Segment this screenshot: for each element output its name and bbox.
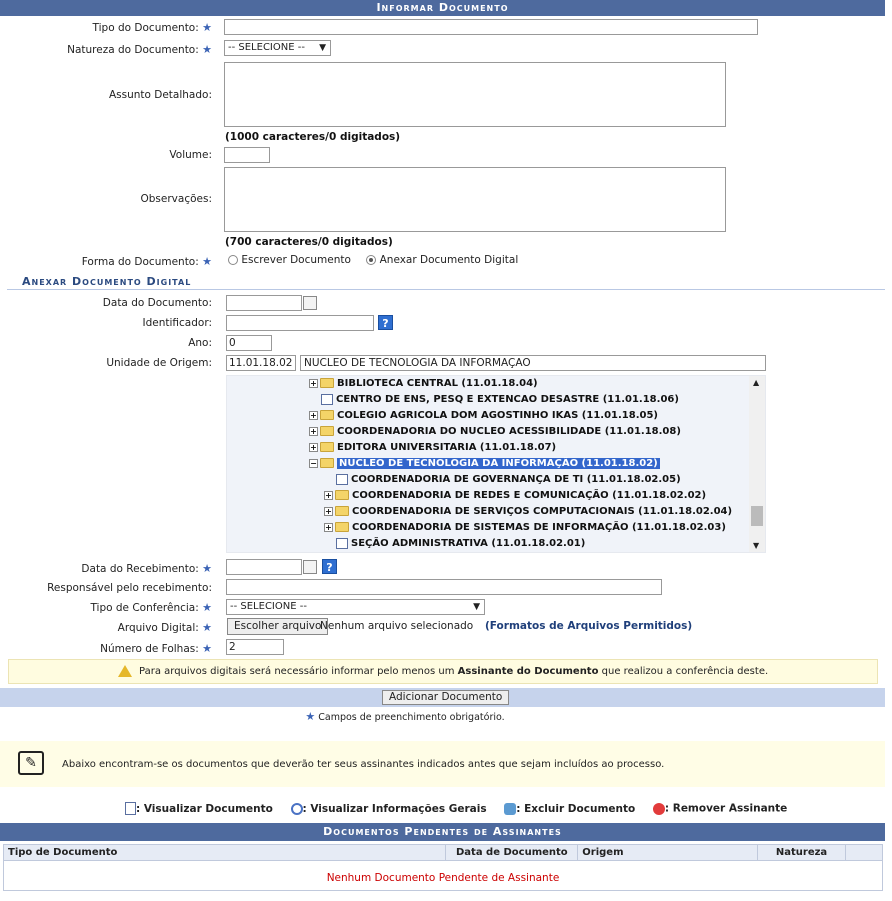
folder-icon xyxy=(335,490,349,500)
ident-input[interactable] xyxy=(226,315,374,331)
help-icon[interactable]: ? xyxy=(378,315,393,330)
obs-counter: (700 caracteres/0 digitados) xyxy=(225,236,393,248)
required-star-icon: ★ xyxy=(202,21,212,34)
required-note: ★ Campos de preenchimento obrigatório. xyxy=(305,710,505,723)
forma-opt2-label: Anexar Documento Digital xyxy=(379,254,519,266)
required-star-icon: ★ xyxy=(202,621,212,634)
folder-icon xyxy=(320,442,334,452)
tree-item[interactable]: + BIBLIOTECA CENTRAL (11.01.18.04) xyxy=(310,378,538,389)
calendar-icon[interactable] xyxy=(303,560,317,574)
tree-item[interactable]: + COLEGIO AGRICOLA DOM AGOSTINHO IKAS (11.01.18.05) xyxy=(310,410,658,421)
folder-icon xyxy=(335,522,349,532)
arquivo-label: Arquivo Digital: ★ xyxy=(117,621,212,634)
required-star-icon: ★ xyxy=(202,562,212,575)
forma-radio-group xyxy=(228,254,518,266)
pending-empty: Nenhum Documento Pendente de Assinante xyxy=(3,861,883,891)
forma-opt1-label: Escrever Documento xyxy=(241,254,351,266)
obs-label: Observações: xyxy=(140,193,212,205)
unidade-tree[interactable] xyxy=(226,375,766,553)
natureza-label: Natureza do Documento: ★ xyxy=(67,43,212,56)
help-icon[interactable]: ? xyxy=(322,559,337,574)
assunto-textarea[interactable] xyxy=(224,62,726,127)
tree-item[interactable]: CENTRO DE ENS, PESQ E EXTENCAO DESASTRE (11.01.18.06) xyxy=(321,392,679,408)
data-doc-label: Data do Documento: xyxy=(102,297,212,309)
receb-input[interactable] xyxy=(226,559,302,575)
tree-item[interactable]: + COORDENADORIA DE SERVIÇOS COMPUTACIONAIS (11.01.18.02.04) xyxy=(325,506,733,517)
obs-textarea[interactable] xyxy=(224,167,726,232)
edit-icon: ✎ xyxy=(18,751,44,775)
tree-item-selected[interactable]: − NUCLEO DE TECNOLOGIA DA INFORMAÇÃO (11.01.18.02) xyxy=(310,458,658,469)
folhas-label: Número de Folhas: ★ xyxy=(100,642,212,655)
resp-input[interactable] xyxy=(226,579,662,595)
unidade-code-input[interactable]: 11.01.18.02 xyxy=(226,355,296,371)
document-icon xyxy=(321,394,333,405)
volume-input[interactable] xyxy=(224,147,270,163)
conf-select[interactable]: -- SELECIONE -- ▼ xyxy=(226,599,485,615)
col-data: Data de Documento xyxy=(446,845,578,861)
tree-item[interactable]: + COORDENADORIA DO NUCLEO ACESSIBILIDADE (11.01.18.08) xyxy=(310,426,681,437)
magnifier-icon xyxy=(291,803,303,815)
forma-radio-escrever[interactable] xyxy=(228,255,238,265)
required-star-icon: ★ xyxy=(305,710,316,723)
calendar-icon[interactable] xyxy=(303,296,317,310)
col-origem: Origem xyxy=(578,845,758,861)
folder-icon xyxy=(320,378,334,388)
ano-label: Ano: xyxy=(188,337,212,349)
assunto-label: Assunto Detalhado: xyxy=(108,89,212,101)
receb-label: Data do Recebimento: ★ xyxy=(81,562,212,575)
add-document-button[interactable]: Adicionar Documento xyxy=(382,690,509,705)
info-text: Abaixo encontram-se os documentos que deverão ter seus assinantes indicados antes que sejam incluídos ao processo. xyxy=(62,759,665,770)
document-icon xyxy=(336,474,348,485)
col-natureza: Natureza xyxy=(758,845,846,861)
volume-label: Volume: xyxy=(169,149,212,161)
col-tipo: Tipo de Documento xyxy=(4,845,446,861)
file-status: Nenhum arquivo selecionado xyxy=(320,620,474,632)
info-box xyxy=(0,741,885,787)
tree-item[interactable]: SEÇÃO ADMINISTRATIVA (11.01.18.02.01) xyxy=(336,536,585,552)
pending-title: Documentos Pendentes de Assinantes xyxy=(0,823,885,841)
folder-open-icon xyxy=(320,458,334,468)
assunto-counter: (1000 caracteres/0 digitados) xyxy=(225,131,401,143)
scroll-up-icon[interactable]: ▲ xyxy=(753,378,760,387)
warning-box: Para arquivos digitais será necessário informar pelo menos um Assinante do Documento que realizou a conferência deste. xyxy=(8,659,878,684)
scroll-thumb[interactable] xyxy=(751,506,763,526)
document-icon xyxy=(125,802,136,815)
data-doc-input[interactable] xyxy=(226,295,302,311)
remove-icon xyxy=(653,803,665,815)
tree-item[interactable]: + EDITORA UNIVERSITARIA (11.01.18.07) xyxy=(310,442,557,453)
conf-label: Tipo de Conferência: ★ xyxy=(90,601,212,614)
unidade-name-input[interactable]: NUCLEO DE TECNOLOGIA DA INFORMAÇAO xyxy=(300,355,766,371)
warning-icon xyxy=(118,665,132,677)
forma-label: Forma do Documento: ★ xyxy=(81,255,212,268)
tree-item[interactable]: + COORDENADORIA DE SISTEMAS DE INFORMAÇÃO (11.01.18.02.03) xyxy=(325,522,726,533)
delete-icon xyxy=(504,803,516,815)
tipo-input[interactable] xyxy=(224,19,758,35)
tree-item[interactable]: + COORDENADORIA DE REDES E COMUNICAÇÃO (11.01.18.02.02) xyxy=(325,490,707,501)
folhas-input[interactable]: 2 xyxy=(226,639,284,655)
page-title: Informar Documento xyxy=(0,0,885,16)
chevron-down-icon: ▼ xyxy=(473,602,480,612)
folder-icon xyxy=(320,410,334,420)
tree-item[interactable]: COORDENADORIA DE GOVERNANÇA DE TI (11.01.18.02.05) xyxy=(336,472,681,488)
pending-table xyxy=(3,844,883,861)
tree-scrollbar[interactable] xyxy=(749,376,765,552)
chevron-down-icon: ▼ xyxy=(319,43,326,53)
scroll-down-icon[interactable]: ▼ xyxy=(753,541,760,550)
natureza-select[interactable]: -- SELECIONE -- ▼ xyxy=(224,40,331,56)
folder-icon xyxy=(320,426,334,436)
ident-label: Identificador: xyxy=(142,317,212,329)
document-icon xyxy=(336,538,348,549)
tipo-label: Tipo do Documento: ★ xyxy=(92,21,212,34)
choose-file-button[interactable]: Escolher arquivo xyxy=(227,618,328,635)
forma-radio-anexar[interactable] xyxy=(366,255,376,265)
unidade-label: Unidade de Origem: xyxy=(106,357,212,369)
resp-label: Responsável pelo recebimento: xyxy=(47,582,212,594)
folder-icon xyxy=(335,506,349,516)
anexar-section-title: Anexar Documento Digital xyxy=(7,275,885,290)
required-star-icon: ★ xyxy=(202,642,212,655)
required-star-icon: ★ xyxy=(202,43,212,56)
legend: : Visualizar Documento : Visualizar Informações Gerais : Excluir Documento : Remover Assinante xyxy=(125,802,787,815)
ano-input[interactable]: 0 xyxy=(226,335,272,351)
required-star-icon: ★ xyxy=(202,255,212,268)
formatos-link[interactable]: (Formatos de Arquivos Permitidos) xyxy=(485,620,693,632)
required-star-icon: ★ xyxy=(202,601,212,614)
